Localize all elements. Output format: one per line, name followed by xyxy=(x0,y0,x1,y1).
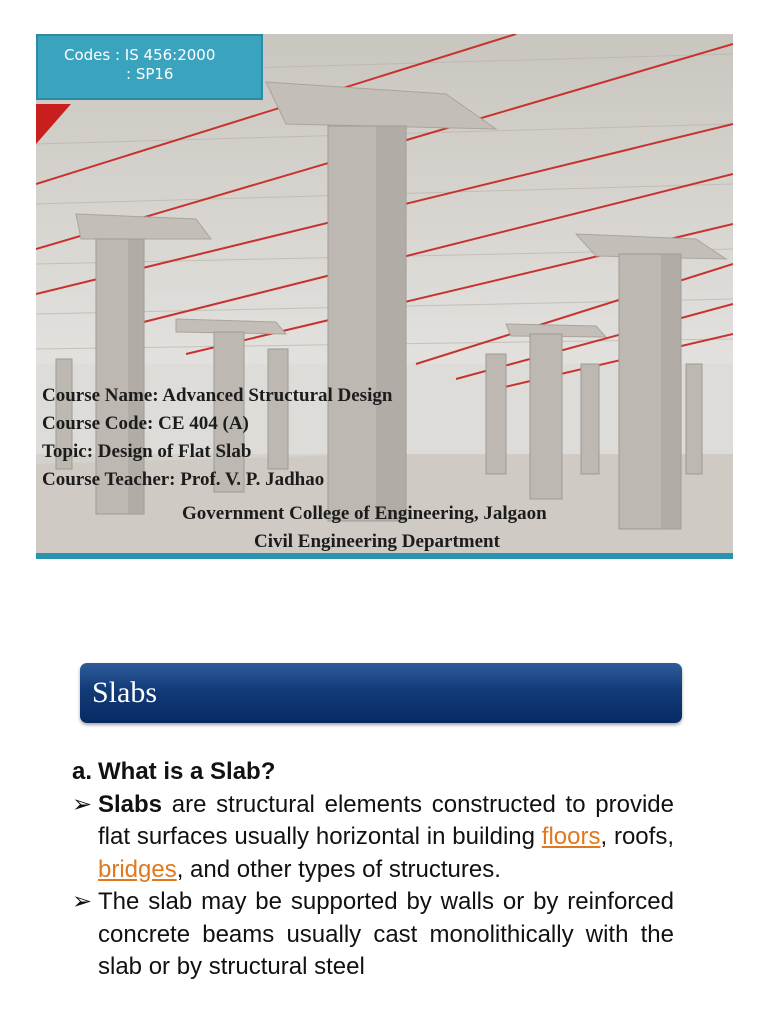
course-info xyxy=(42,382,392,494)
codes-line-1: Codes : IS 456:2000 xyxy=(64,46,216,64)
bullet-item-1 xyxy=(72,789,674,887)
department-name: Civil Engineering Department xyxy=(254,531,500,552)
course-code: Course Code: CE 404 (A) xyxy=(42,413,249,434)
slide-title-bar xyxy=(80,663,682,723)
bullet1-bold: Slabs xyxy=(98,790,163,818)
course-name: Course Name: Advanced Structural Design xyxy=(42,385,393,406)
bullet1-text-3: , and other types of structures. xyxy=(176,855,501,883)
bullet-item-2 xyxy=(72,886,674,984)
course-topic: Topic: Design of Flat Slab xyxy=(42,441,252,462)
arrow-bullet-icon: ➢ xyxy=(72,888,93,915)
bullet2-text: The slab may be supported by walls or by reinforced concrete beams usually cast monolithically with the slab or by structural steel xyxy=(98,888,674,980)
arrow-bullet-icon: ➢ xyxy=(72,790,93,818)
bottom-band xyxy=(36,553,733,559)
college-info xyxy=(36,500,733,556)
bullet1-text-2: , roofs, xyxy=(600,823,674,850)
bridges-link[interactable]: bridges xyxy=(98,855,177,883)
title-slide xyxy=(36,34,733,559)
section-heading xyxy=(72,756,674,789)
codes-box xyxy=(36,34,263,100)
college-name: Government College of Engineering, Jalgaon xyxy=(182,503,547,524)
codes-line-2: : SP16 xyxy=(126,65,174,83)
heading-number: a. xyxy=(72,758,93,785)
bullet1-text-1: are structural elements constructed to provide flat surfaces usually horizontal in building xyxy=(98,790,674,850)
heading-text: What is a Slab? xyxy=(98,758,276,785)
slide-title: Slabs xyxy=(92,676,158,709)
slide-content xyxy=(72,756,674,984)
course-teacher: Course Teacher: Prof. V. P. Jadhao xyxy=(42,469,325,490)
floors-link[interactable]: floors xyxy=(541,823,601,850)
